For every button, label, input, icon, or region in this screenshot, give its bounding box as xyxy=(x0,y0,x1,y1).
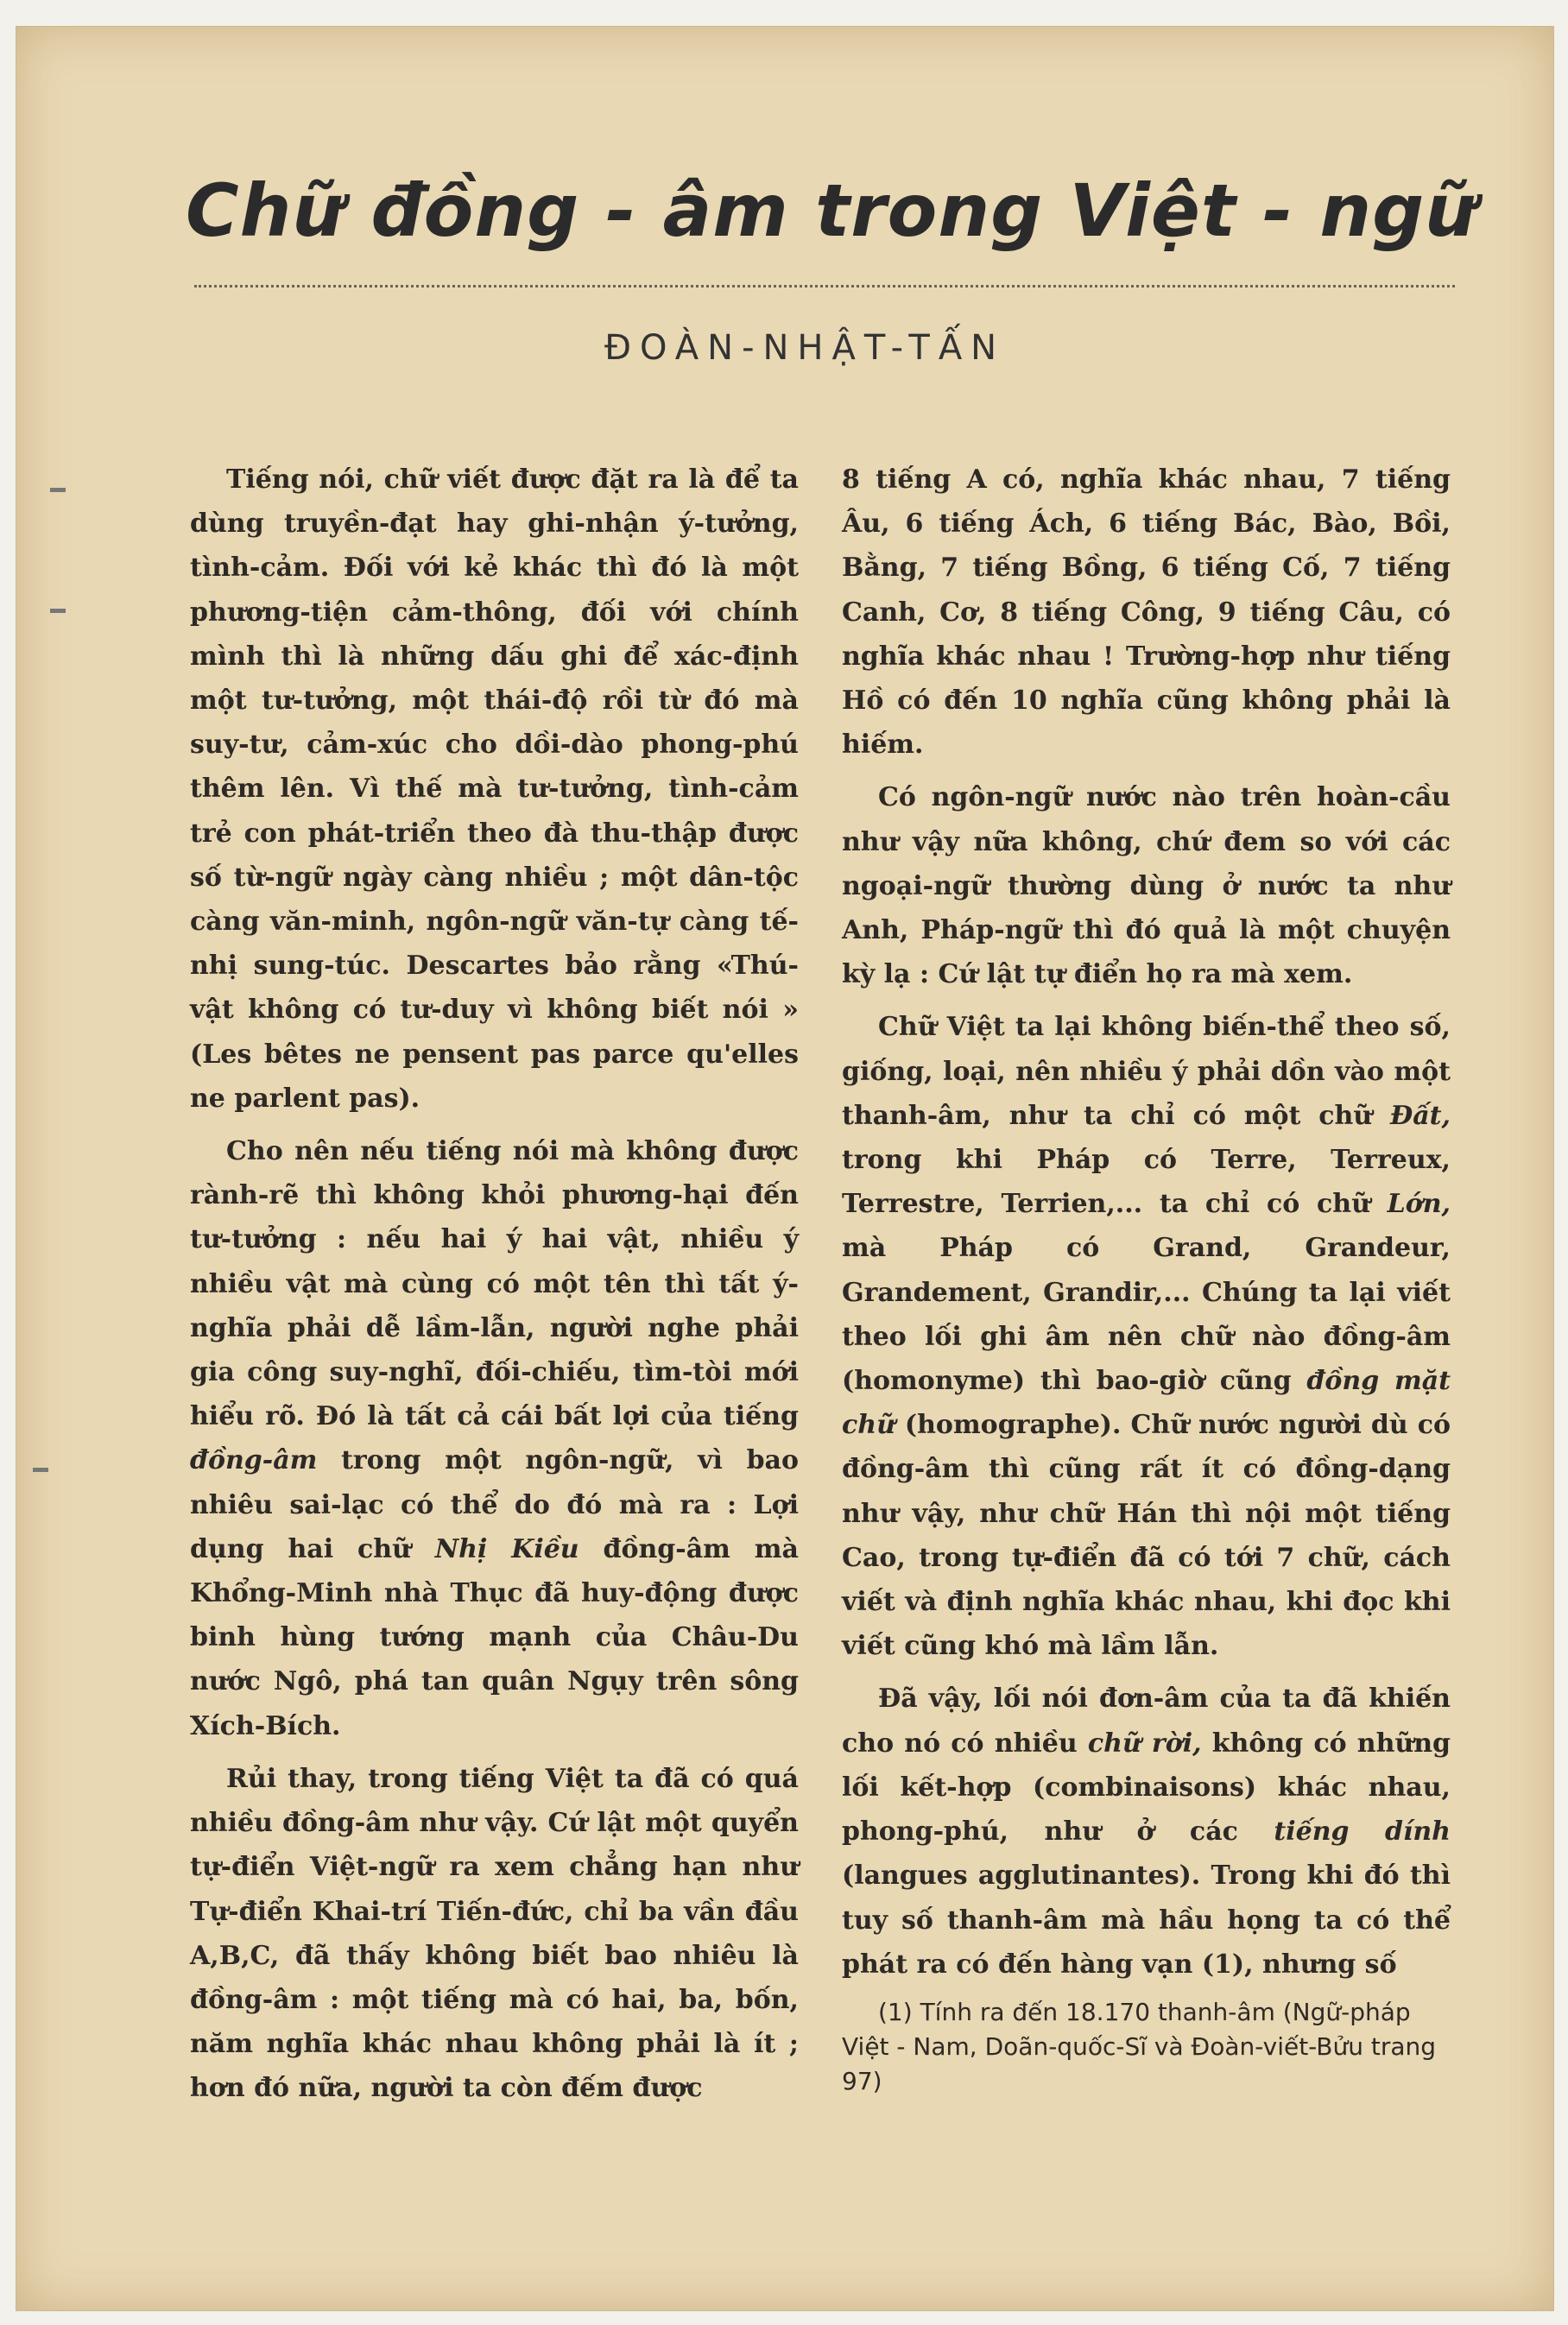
paragraph: Có ngôn-ngữ nước nào trên hoàn-cầu như vậy nữa không, chứ đem so với các ngoại-ngữ thường dùng ở nước ta như Anh, Pháp-ngữ thì đó quả là một chuyện kỳ lạ : Cứ lật tự điển họ ra mà xem. xyxy=(842,782,1451,990)
edge-mark xyxy=(33,1468,48,1472)
left-column xyxy=(190,458,799,2120)
paragraph: 8 tiếng A có, nghĩa khác nhau, 7 tiếng Âu, 6 tiếng Ách, 6 tiếng Bác, Bào, Bồi, Bằng, 7 tiếng Bồng, 6 tiếng Cố, 7 tiếng Canh, Cơ, 8 tiếng Công, 9 tiếng Câu, có nghĩa khác nhau ! Trường-hợp như tiếng Hồ có đến 10 nghĩa cũng không phải là hiếm. xyxy=(842,464,1451,761)
paragraph: Cho nên nếu tiếng nói mà không được rành-rẽ thì không khỏi phương-hại đến tư-tưởng : nếu hai ý hai vật, nhiều ý nhiều vật mà cùng có một tên thì tất ý-nghĩa phải dễ lầm-lẫn, người nghe phải gia công suy-nghĩ, đối-chiếu, tìm-tòi mới hiểu rõ. Đó là tất cả cái bất lợi của tiếng đồng-âm trong một ngôn-ngữ, vì bao nhiêu sai-lạc có thể do đó mà ra : Lợi dụng hai chữ Nhị Kiều đồng-âm mà Khổng-Minh nhà Thục đã huy-động được binh hùng tướng mạnh của Châu-Du nước Ngô, phá tan quân Ngụy trên sông Xích-Bích. xyxy=(190,1136,799,1741)
article-author: ĐOÀN-NHẬT-TẤN xyxy=(604,328,1006,368)
paragraph: Rủi thay, trong tiếng Việt ta đã có quá nhiều đồng-âm như vậy. Cứ lật một quyển tự-điển Việt-ngữ ra xem chẳng hạn như Tự-điển Khai-trí Tiến-đức, chỉ ba vần đầu A,B,C, đã thấy không biết bao nhiêu là đồng-âm : một tiếng mà có hai, ba, bốn, năm nghĩa khác nhau không phải là ít ; hơn đó nữa, người ta còn đếm được xyxy=(190,1763,799,2104)
title-divider xyxy=(194,285,1455,287)
article-title: Chữ đồng - âm trong Việt - ngữ xyxy=(186,168,1478,253)
footnote: (1) Tính ra đến 18.170 thanh-âm (Ngữ-pháp Việt - Nam, Doãn-quốc-Sĩ và Đoàn-viết-Bửu trang 97) xyxy=(842,1997,1437,2095)
edge-mark xyxy=(50,609,66,613)
paragraph: Đã vậy, lối nói đơn-âm của ta đã khiến cho nó có nhiều chữ rời, không có những lối kết-hợp (combinaisons) khác nhau, phong-phú, như ở các tiếng dính (langues agglutinantes). Trong khi đó thì tuy số thanh-âm mà hầu họng ta có thể phát ra có đến hàng vạn (1), nhưng số xyxy=(842,1684,1451,1980)
paragraph: Chữ Việt ta lại không biến-thể theo số, giống, loại, nên nhiều ý phải dồn vào một thanh-âm, như ta chỉ có một chữ Đất, trong khi Pháp có Terre, Terreux, Terrestre, Terrien,... ta chỉ có chữ Lớn, mà Pháp có Grand, Grandeur, Grandement, Grandir,... Chúng ta lại viết theo lối ghi âm nên chữ nào đồng-âm (homonyme) thì bao-giờ cũng đồng mặt chữ (homographe). Chữ nước người dù có đồng-âm thì cũng rất ít có đồng-dạng như vậy, như chữ Hán thì nội một tiếng Cao, trong tự-điển đã có tới 7 chữ, cách viết và định nghĩa khác nhau, khi đọc khi viết cũng khó mà lầm lẫn. xyxy=(842,1012,1451,1662)
paragraph: Tiếng nói, chữ viết được đặt ra là để ta dùng truyền-đạt hay ghi-nhận ý-tưởng, tình-cảm. Đối với kẻ khác thì đó là một phương-tiện cảm-thông, đối với chính mình thì là những dấu ghi để xác-định một tư-tưởng, một thái-độ rồi từ đó mà suy-tư, cảm-xúc cho dồi-dào phong-phú thêm lên. Vì thế mà tư-tưởng, tình-cảm trẻ con phát-triển theo đà thu-thập được số từ-ngữ ngày càng nhiều ; một dân-tộc càng văn-minh, ngôn-ngữ văn-tự càng tế-nhị sung-túc. Descartes bảo rằng «Thú-vật không có tư-duy vì không biết nói » (Les bêtes ne pensent pas parce qu'elles ne parlent pas). xyxy=(190,464,799,1114)
right-column xyxy=(842,458,1451,2099)
edge-mark xyxy=(50,488,66,492)
